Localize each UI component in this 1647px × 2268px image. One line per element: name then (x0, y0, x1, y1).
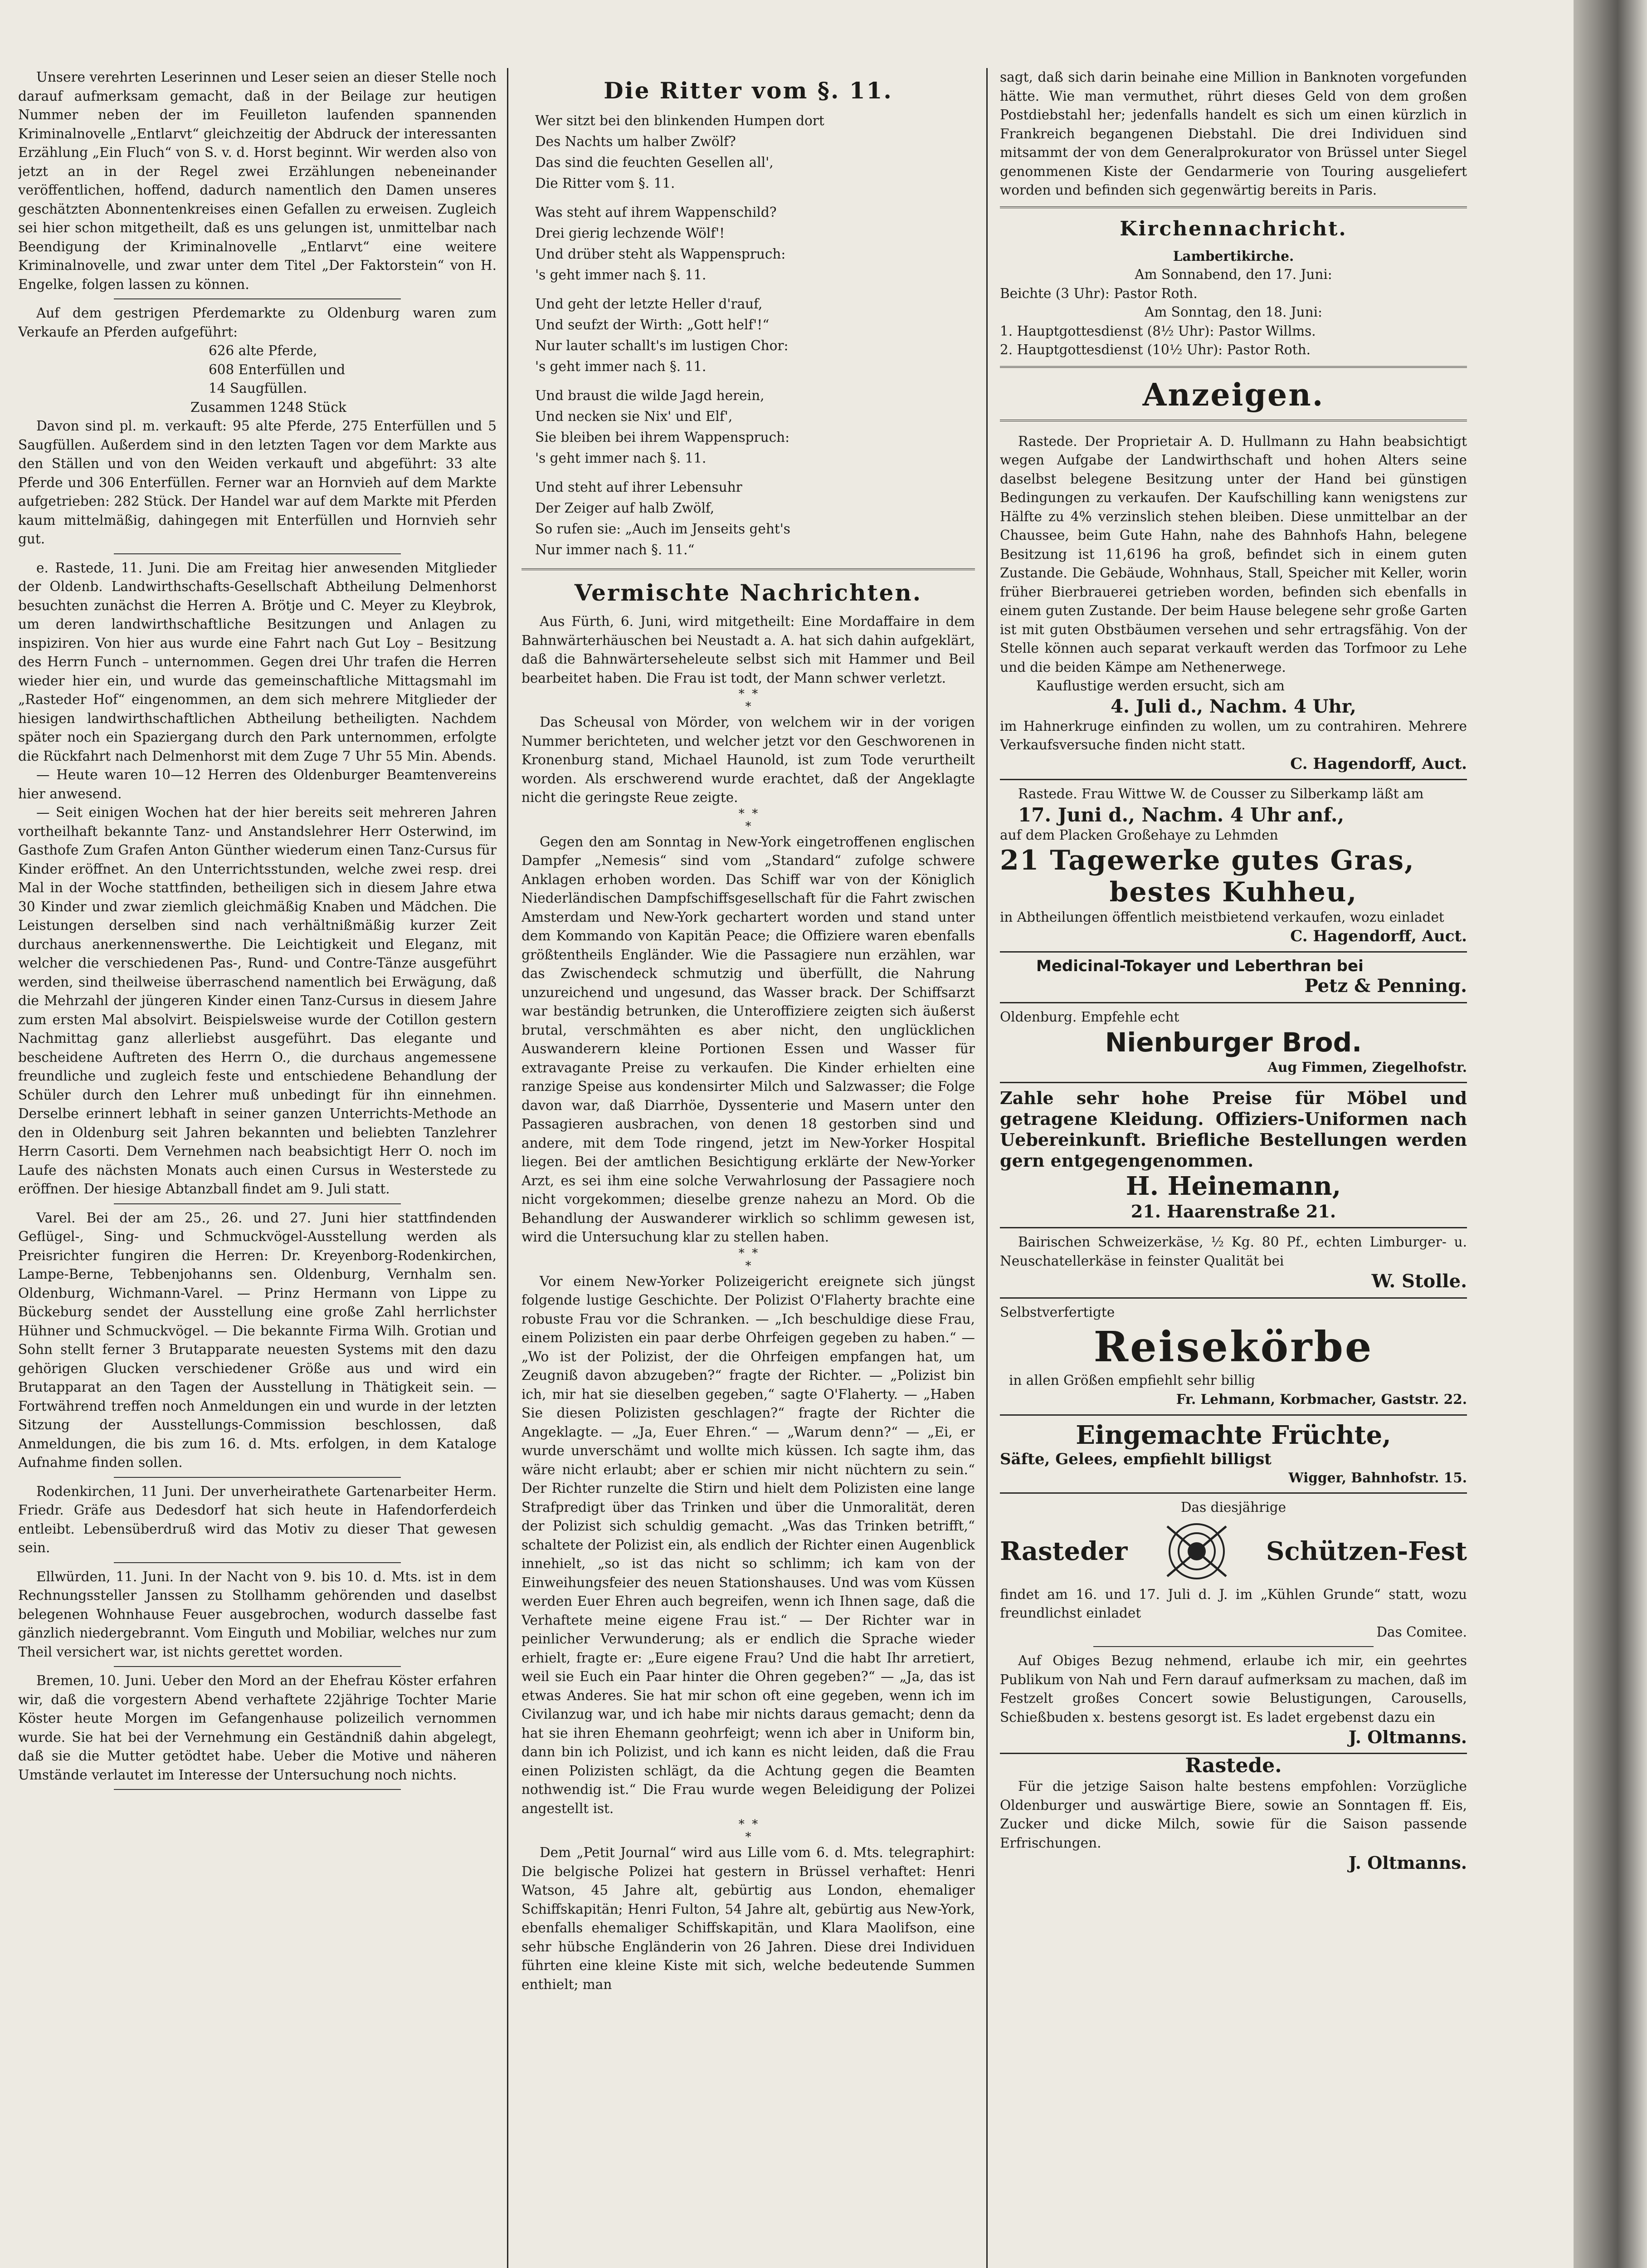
poem-line: Des Nachts um halber Zwölf? (535, 134, 736, 149)
lille-article: Dem „Petit Journal“ wird aus Lille vom 6. d. Mts. telegraphirt: Die belgische Polizei hat gestern in Brüssel verhaftet: Henri Watson, 45 Jahre alt, gebürtig aus London, ehemaliger Schiffskapitän; Henri Fulton, 54 Jahre alt, gebürtig aus New-York, ebenfalls ehemaliger Schiffskapitän, und Klara Maolifson, eine sehr hübsche Engländerin von 26 Jahren. Diese drei Individuen führten eine kleine Kiste mit sich, welche bedeutende Summen enthielt; man (521, 1845, 975, 1992)
church-subtitle: Lambertikirche. (1173, 248, 1294, 264)
ad-signature: Das Comitee. (1376, 1624, 1467, 1640)
poem-stanza (535, 110, 975, 194)
poem-line: Sie bleiben bei ihrem Wappenspruch: (535, 430, 790, 445)
ad-text: Oldenburg. Empfehle echt (1000, 1009, 1179, 1025)
poem-line: Nur immer nach §. 11.“ (535, 542, 695, 557)
poem-line: Und drüber steht als Wappenspruch: (535, 246, 786, 262)
ad-brod (1000, 1003, 1467, 1083)
ad-hullmann (1000, 428, 1467, 781)
pferdemarkt-rest: Davon sind pl. m. verkauft: 95 alte Pferde, 275 Enterfüllen und 5 Saugfüllen. Außerdem sind in den letzten Tagen vor dem Markte aus den Ställen und von den Weiden verkauft und abgeführt: 33 alte Pferde und 306 Enterfüllen. Ferner war an Hornvieh auf dem Markte aufgetrieben: 282 Stück. Der Handel war auf dem Markte mit Pferden kaum mittelmäßig, dahingegen mit Enterfüllen und Hornvieh sehr gut. (18, 418, 497, 547)
ad-text: Das diesjährige (1180, 1500, 1286, 1515)
section-rule (1000, 420, 1467, 421)
misc-news-title: Vermischte Nachrichten. (574, 579, 922, 606)
ad-signature: W. Stolle. (1371, 1271, 1467, 1292)
ad-signature: Fr. Lehmann, Korbmacher, Gaststr. 22. (1176, 1391, 1467, 1407)
poem-line: Und necken sie Nix' und Elf', (535, 409, 733, 424)
ad-text: in Abtheilungen öffentlich meistbietend verkaufen, wozu einladet (1000, 909, 1444, 925)
ad-signature: Wigger, Bahnhofstr. 15. (1288, 1469, 1467, 1486)
ad-signature: C. Hagendorff, Auct. (1290, 754, 1467, 773)
polizei-article: Vor einem New-Yorker Polizeigericht ereignete sich jüngst folgende lustige Geschichte. Der Polizist O'Flaherty brachte eine robuste Frau vor die Schranken. — „Ich beschuldige diese Frau, einem Polizisten ein paar derbe Ohrfeigen gegeben zu haben.“ — „Wo ist der Polizist, der die Ohrfeigen empfangen hat, um Zeugniß davon abzugeben?“ fragte der Richter. — „Polizist bin ich, mir hat sie dieselben gegeben,“ sagte O'Flaherty. — „Haben Sie diesen Polizisten geschlagen?“ fragte der Richter die Angeklagte. — „Ja, Euer Ehren.“ — „Warum denn?“ — „Ei, er wurde unverschämt und wollte mich küssen. Ich sagte ihm, das wäre nicht erlaubt; aber er schien mir nicht nüchtern zu sein.“ Der Richter runzelte die Stirn und hielt dem Polizisten eine lange Strafpredigt über das Trinken und über die Unmoralität, deren der Polizist sich schuldig gemacht. „Was das Trinken betrifft,“ schaltete der Polizist ein, als endlich der Richter einen Augenblick innehielt, „so ist das nicht so schlimm; ich kam von der Einweihungsfeier des neuen Stationshauses. Und was vom Küssen werden Euer Ehren auch begreifen, wenn ich Ihnen sage, daß die Verhaftete meine eigene Frau ist.“ — Der Richter war in peinlicher Verwunderung; als er endlich die Sprache wieder erhielt, fragte er: „Eure eigene Frau? Und die habt Ihr arretiert, weil sie Euch ein Paar hinter die Ohren gegeben?“ — „Ja, das ist etwas Anderes. Sie hat mir schon oft eine gegeben, wenn ich im Civilanzug war, und ich habe mir nichts daraus gemacht; denn da hat sie ihren Ehemann geohrfeigt; wenn ich aber in Uniform bin, dann bin ich Polizist, und ich kann es nicht leiden, daß die Frau einen Polizisten schlägt, da die Achtung gegen die Beamten nothwendig ist.“ Die Frau wurde wegen Beleidigung der Polizei angestellt ist. (521, 1273, 975, 1816)
ad-text: Zahle sehr hohe Preise für Möbel und getragene Kleidung. Offiziers-Uniformen nach Uebereinkunft. Briefliche Bestellungen werden gern entgegengenommen. (1000, 1088, 1467, 1171)
poem-stanza (535, 293, 975, 377)
ad-text: Auf Obiges Bezug nehmend, erlaube ich mir, ein geehrtes Publikum von Nah und Fern darauf aufmerksam zu machen, daß im Festzelt großes Concert sowie Belustigungen, Carousells, Schießbuden x. bestens gesorgt ist. Es ladet ergebenst dazu ein (1000, 1653, 1467, 1725)
church-line: 1. Hauptgottesdienst (8½ Uhr): Pastor Willms. (1000, 323, 1316, 339)
varel-article: Varel. Bei der am 25., 26. und 27. Juni hier stattfindenden Geflügel-, Sing- und Schmuckvögel-Ausstellung werden als Preisrichter fungiren die Herren: Dr. Kreyenborg-Rodenkirchen, Lampe-Berne, Tebbenjohanns sen. Oldenburg, Vernhalm sen. Oldenburg, Wichmann-Varel. — Prinz Hermann von Lippe zu Bückeburg sendet der Ausstellung eine große Zahl herrlichster Hühner und Schmuckvögel. — Die bekannte Firma Wilh. Grotian und Sohn stellt ferner 3 Brutapparate neuesten Systems mit den dazu gehörigen Glucken verschiedener Größe aus und wird ein Brutapparat an den Tagen der Ausstellung in Thätigkeit sein. — Fortwährend treffen noch Anmeldungen ein und wurde in der letzten Sitzung der Ausstellungs-Commission beschlossen, daß Anmeldungen, die bis zum 16. d. Mts. erfolgen, in dem Kataloge Aufnahme finden sollen. (18, 1210, 497, 1470)
ad-headline: Reisekörbe (1093, 1322, 1374, 1371)
separator-stars: * * * (738, 1246, 758, 1273)
poem-stanza (535, 477, 975, 560)
rastede-article-2: — Heute waren 10—12 Herren des Oldenburger Beamtenvereins hier anwesend. (18, 767, 497, 802)
divider (1093, 1646, 1374, 1647)
poem-stanza (535, 202, 975, 285)
ad-signature: J. Oltmanns. (1348, 1727, 1467, 1747)
list-item: 608 Enterfüllen und (209, 362, 346, 377)
ad-headline: bestes Kuhheu, (1109, 876, 1358, 908)
ad-headline: 21 Tagewerke gutes Gras, (1000, 845, 1415, 876)
divider (114, 1477, 401, 1478)
column-rule (507, 68, 508, 2268)
continued-article: sagt, daß sich darin beinahe eine Million in Banknoten vorgefunden hätte. Wie man vermuthet, rührt dieses Geld von dem großen Postdiebstahl her; jedenfalls handelt es sich um einen kürzlich in Frankreich begangenen Diebstahl. Die drei Individuen sind mitsammt der von dem Generalprokurator von Brüssel unter Siegel genommenen Kiste der Gendarmerie von Touring ausgeliefert worden und befinden sich gegenwärtig bereits in Paris. (1000, 69, 1467, 198)
poem-line: Was steht auf ihrem Wappenschild? (535, 205, 777, 220)
poem-line: 's geht immer nach §. 11. (535, 267, 707, 283)
poem-line: 's geht immer nach §. 11. (535, 450, 707, 466)
section-rule (521, 568, 975, 570)
ad-headline: Eingemachte Früchte, (1076, 1420, 1391, 1450)
ad-headline: Rasteder (1000, 1536, 1128, 1566)
poem-line: So rufen sie: „Auch im Jenseits geht's (535, 521, 790, 537)
ad-text: Medicinal-Tokayer und Leberthran bei (1036, 957, 1364, 975)
divider (114, 553, 401, 554)
tanzkursus-article: — Seit einigen Wochen hat der hier bereits seit mehreren Jahren vortheilhaft bekannte Tanz- und Anstandslehrer Herr Osterwind, im Gasthofe Zum Grafen Anton Günther wiederum einen Tanz-Cursus für Kinder eröffnet. An den Unterrichtsstunden, welche zwei resp. drei Mal in der Woche stattfinden, betheiligen sich in diesem Jahre etwa 30 Kinder und zwar ziemlich gleichmäßig Knaben und Mädchen. Die Leistungen derselben sind nach verhältnißmäßig kurzer Zeit durchaus anerkennenswerthe. Die Leichtigkeit und Eleganz, mit welcher die verschiedenen Pas-, Rund- und Contre-Tänze ausgeführt werden, sind theilweise überraschend namentlich bei Erwägung, daß die Mehrzahl der jüngeren Kinder einen Tanz-Cursus in diesem Jahre zum ersten Mal absolvirt. Beispielsweise wurde der Cotillon gestern Nachmittag ganz allerliebst ausgeführt. Das elegante und bescheidene Auftreten des Herrn O., die durchaus angemessene freundliche und zugleich feste und entschiedene Behandlung der Schüler durch den Lehrer muß unbedingt für ihn einnehmen. Derselbe erinnert lebhaft in seiner ganzen Unterrichts-Methode an den in Oldenburg seit Jahren bekannten und beliebten Tanzlehrer Herrn Casorti. Dem Vernehmen nach beabsichtigt Herr O. noch im Laufe des nächsten Monats auch einen Cursus in Westerstede zu eröffnen. Der hiesige Abtanzball findet am 9. Juli statt. (18, 805, 497, 1197)
ellwuerden-article: Ellwürden, 11. Juni. In der Nacht von 9. bis 10. d. Mts. ist in dem Rechnungssteller Janssen zu Stollhamm gehörenden und daselbst belegenen Wohnhause Feuer ausgebrochen, wodurch dasselbe fast gänzlich niedergebrannt. Vom Einguth und Mobiliar, welches nur zum Theil versichert war, ist nichts gerettet worden. (18, 1569, 497, 1660)
scheusal-article: Das Scheusal von Mörder, von welchem wir in der vorigen Nummer berichteten, und welcher jetzt vor den Geschworenen in Kronenburg stand, Michael Haunold, ist zum Tode verurtheilt worden. Als erschwerend wurde erachtet, daß der Angeklagte nicht die geringste Reue zeigte. (521, 714, 975, 805)
poem-line: Nur lauter schallt's im lustigen Chor: (535, 338, 789, 353)
ad-heinemann (1000, 1083, 1467, 1228)
newyork-article: Gegen den am Sonntag in New-York eingetroffenen englischen Dampfer „Nemesis“ sind vom „Standard“ zufolge schwere Anklagen erhoben worden. Das Schiff war von der Königlich Niederländischen Dampfschiffsgesellschaft für die Fahrt zwischen Amsterdam und New-York gechartert worden und stand unter dem Kommando von Kapitän Peace; die Offiziere waren ebenfalls größtentheils Engländer. Wie die Passagiere nun erzählen, war das Zwischendeck schmutzig und überfüllt, die Nahrung unzureichend und ungesund, das Wasser brack. Der Schiffsarzt war beständig betrunken, die Unteroffiziere zeigten sich äußerst brutal, verschmähten es aber nicht, den unglücklichen Auswanderern kleine Portionen Essen und Wasser für extravagante Preise zu verkaufen. Die Kinder erhielten eine ranzige Speise aus kondensirter Milch und Salzwasser; die Folge davon war, daß Diarrhöe, Dyssenterie und Masern unter den Passagieren ausbrachen, von denen 18 gestorben sind und andere, mit dem Tode ringend, jetzt im New-Yorker Hospital liegen. Bei der amtlichen Besichtigung erklärte der New-Yorker Arzt, es sei ihm eine solche Verwahrlosung der Passagiere noch nicht vorgekommen; dieselbe grenze nahezu an Mord. Ob die Behandlung der Auswanderer wirklich so schlimm gewesen ist, wird die Untersuchung klar zu stellen haben. (521, 834, 975, 1245)
ad-signature: J. Oltmanns. (1348, 1853, 1467, 1873)
ad-text: Rastede. Der Proprietair A. D. Hullmann zu Hahn beabsichtigt wegen Aufgabe der Landwirthschaft und hohen Alters seine daselbst belegene Besitzung unter der Hand bei günstigen Bedingungen zu verkaufen. Der Kaufschilling kann wenigstens zur Hälfte zu 4% verzinslich stehen bleiben. Diese unmittelbar an der Chaussee, beim Gute Hahn, nahe des Bahnhofs Hahn, belegene Besitzung ist 11,6196 ha groß, befindet sich in einem guten Zustande. Die Gebäude, Wohnhaus, Stall, Speicher mit Keller, worin früher Bierbrauerei getrieben worden, befinden sich ebenfalls in einem guten Zustande. Der beim Hause belegene sehr große Garten ist mit guten Obstbäumen versehen und sehr ertragsfähig. Von der Stelle können auch separat verkauft werden das Torfmoor zu Lehe und die beiden Kämpe am Nethenerwege. (1000, 433, 1467, 675)
ad-headline: Rastede. (1185, 1754, 1282, 1777)
divider (114, 1562, 401, 1563)
poem-line: Und steht auf ihrer Lebensuhr (535, 479, 742, 495)
poem-line: Und geht der letzte Heller d'rauf, (535, 296, 763, 312)
notice-paragraph: Unsere verehrten Leserinnen und Leser seien an dieser Stelle noch darauf aufmerksam gemacht, daß in der Beilage zur heutigen Nummer neben der im Feuilleton laufenden spannenden Kriminalnovelle „Entlarvt“ gleichzeitig der Abdruck der interessanten Erzählung „Ein Fluch“ von S. v. d. Horst beginnt. Wir werden also von jetzt an in der Regel zwei Erzählungen nebeneinander veröffentlichen, hoffend, dadurch namentlich den Damen unseres geschätzten Abonnentenkreises einen Gefallen zu erweisen. Zugleich sei hier schon mitgetheilt, daß es uns gelungen ist, unmittelbar nach Beendigung der Kriminalnovelle „Entlarvt“ eine weitere Kriminalnovelle, und zwar unter dem Titel „Der Faktorstein“ von H. Engelke, folgen lassen zu können. (18, 69, 497, 292)
poem-line: Und seufzt der Wirth: „Gott helf'!“ (535, 317, 770, 332)
ad-schuetzenfest (1000, 1494, 1467, 1754)
ad-text: Selbstverfertigte (1000, 1305, 1115, 1320)
ad-text: findet am 16. und 17. Juli d. J. im „Kühlen Grunde“ statt, wozu freundlichst einladet (1000, 1586, 1467, 1621)
rodenkirchen-article: Rodenkirchen, 11 Juni. Der unverheirathete Gartenarbeiter Herm. Friedr. Gräfe aus Dedesdorf hat sich heute in Hafendorferdeich entleibt. Lebensüberdruß wird das Motiv zu dieser That gewesen sein. (18, 1483, 497, 1555)
separator-stars: * * * (738, 687, 758, 714)
ad-text: Säfte, Gelees, empfiehlt billigst (1000, 1450, 1272, 1468)
poem-line: Der Zeiger auf halb Zwölf, (535, 500, 715, 516)
section-rule (1000, 206, 1467, 208)
divider (114, 1203, 401, 1204)
poem-title: Die Ritter vom §. 11. (604, 77, 893, 104)
ad-reisekoerbe (1000, 1299, 1467, 1416)
ad-signature: C. Hagendorff, Auct. (1290, 927, 1467, 945)
ad-text: im Hahnerkruge einfinden zu wollen, um zu contrahiren. Mehrere Verkaufsversuche finden nicht statt. (1000, 718, 1467, 753)
poem-line: Das sind die feuchten Gesellen all', (535, 155, 774, 170)
poem-line: Und braust die wilde Jagd herein, (535, 388, 765, 403)
pferdemarkt-total: Zusammen 1248 Stück (190, 399, 346, 415)
poem-stanza (535, 385, 975, 469)
church-line: Beichte (3 Uhr): Pastor Roth. (1000, 285, 1198, 301)
bremen-article: Bremen, 10. Juni. Ueber den Mord an der Ehefrau Köster erfahren wir, daß die vorgestern Abend verhaftete 22jährige Tochter Marie Köster heute Morgen im Gefangenhause polizeilich vernommen wurde. Sie hat bei der Vernehmung ein Geständniß dahin abgelegt, daß sie die Mutter getödtet habe. Ueber die Motive und näheren Umstände verlautet im Interesse der Untersuchung noch nichts. (18, 1673, 497, 1783)
rastede-article: e. Rastede, 11. Juni. Die am Freitag hier anwesenden Mitglieder der Oldenb. Landwirthschafts-Gesellschaft Abtheilung Delmenhorst besuchten zunächst die Herren A. Brötje und C. Meyer zu Kleybrok, um deren landwirthschaftliche Besitzungen und Anlagen zu inspiziren. Von hier aus wurde eine Fahrt nach Gut Loy – Besitzung des Herrn Funch – unternommen. Gegen drei Uhr trafen die Herren wieder hier ein, und wurde das gemeinschaftliche Mittagsmahl im „Rasteder Hof“ eingenommen, an dem sich mehrere Mitglieder der hiesigen landwirthschaftlichen Abtheilung betheiligten. Nachdem später noch ein Spaziergang durch den Park unternommen, erfolgte die Rückfahrt nach Delmenhorst mit dem Zuge 7 Uhr 55 Min. Abends. (18, 560, 497, 764)
ad-date: 4. Juli d., Nachm. 4 Uhr, (1111, 695, 1356, 717)
separator-stars: * * * (738, 807, 758, 833)
list-item: 626 alte Pferde, (209, 343, 317, 358)
ad-text: in allen Größen empfiehlt sehr billig (1009, 1372, 1255, 1388)
ad-address: 21. Haarenstraße 21. (1130, 1201, 1336, 1222)
section-rule (1000, 366, 1467, 368)
ad-text: auf dem Placken Großehaye zu Lehmden (1000, 827, 1278, 843)
column-2 (521, 68, 975, 2268)
pferdemarkt-list (209, 342, 497, 398)
ad-text: Kauflustige werden ersucht, sich am (1036, 678, 1285, 694)
ad-tokayer (1000, 953, 1467, 1003)
poem-line: 's geht immer nach §. 11. (535, 359, 707, 374)
separator-stars: * * * (738, 1818, 758, 1844)
book-edge (1574, 0, 1647, 2268)
church-line: 2. Hauptgottesdienst (10½ Uhr): Pastor Roth. (1000, 342, 1311, 357)
poem-line: Wer sitzt bei den blinkenden Humpen dort (535, 113, 824, 128)
fuerth-article: Aus Fürth, 6. Juni, wird mitgetheilt: Eine Mordaffaire in dem Bahnwärterhäuschen bei Neustadt a. A. hat sich dahin aufgeklärt, daß die Bahnwärterseheleute selbst sich mit Hammer und Beil bearbeitet haben. Die Frau ist todt, der Mann schwer verletzt. (521, 614, 975, 686)
poem-line: Drei gierig lechzende Wölf'! (535, 225, 725, 241)
ads-title: Anzeigen. (1142, 376, 1325, 413)
fest-banner (1000, 1517, 1467, 1585)
divider (114, 1789, 401, 1790)
column-1 (18, 68, 497, 2268)
divider (114, 298, 401, 299)
column-3 (1000, 68, 1467, 2268)
ad-gras (1000, 780, 1467, 953)
ad-signature: Petz & Penning. (1304, 975, 1467, 997)
ad-headline: H. Heinemann, (1126, 1171, 1341, 1201)
ad-date: 17. Juni d., Nachm. 4 Uhr anf., (1018, 803, 1345, 826)
list-item: 14 Saugfüllen. (209, 381, 307, 396)
ad-text: Rastede. Frau Wittwe W. de Cousser zu Silberkamp läßt am (1018, 786, 1424, 802)
ad-signature: Aug Fimmen, Ziegelhofstr. (1267, 1059, 1467, 1075)
ad-biere (1000, 1754, 1467, 1873)
poem-line: Die Ritter vom §. 11. (535, 176, 675, 191)
target-emblem-icon (1163, 1517, 1231, 1585)
ad-text: Bairischen Schweizerkäse, ½ Kg. 80 Pf., echten Limburger- u. Neuschatellerkäse in feinster Qualität bei (1000, 1234, 1467, 1269)
ad-text: Für die jetzige Saison halte bestens empfohlen: Vorzügliche Oldenburger und auswärtige Biere, sowie an Sonntagen ff. Eis, Zucker und dicke Milch, sowie für die Saison passende Erfrischungen. (1000, 1779, 1467, 1851)
church-title: Kirchennachricht. (1120, 217, 1347, 240)
ad-fruechte (1000, 1416, 1467, 1494)
divider (114, 1666, 401, 1667)
column-rule (986, 68, 988, 2268)
ad-kaese (1000, 1228, 1467, 1299)
ad-headline: Nienburger Brod. (1105, 1026, 1362, 1058)
church-line: Am Sonnabend, den 17. Juni: (1135, 267, 1332, 282)
pferdemarkt-intro: Auf dem gestrigen Pferdemarkte zu Oldenburg waren zum Verkaufe an Pferden aufgeführt: (18, 305, 497, 340)
ad-headline: Schützen-Fest (1266, 1536, 1467, 1566)
church-line: Am Sonntag, den 18. Juni: (1145, 304, 1322, 320)
